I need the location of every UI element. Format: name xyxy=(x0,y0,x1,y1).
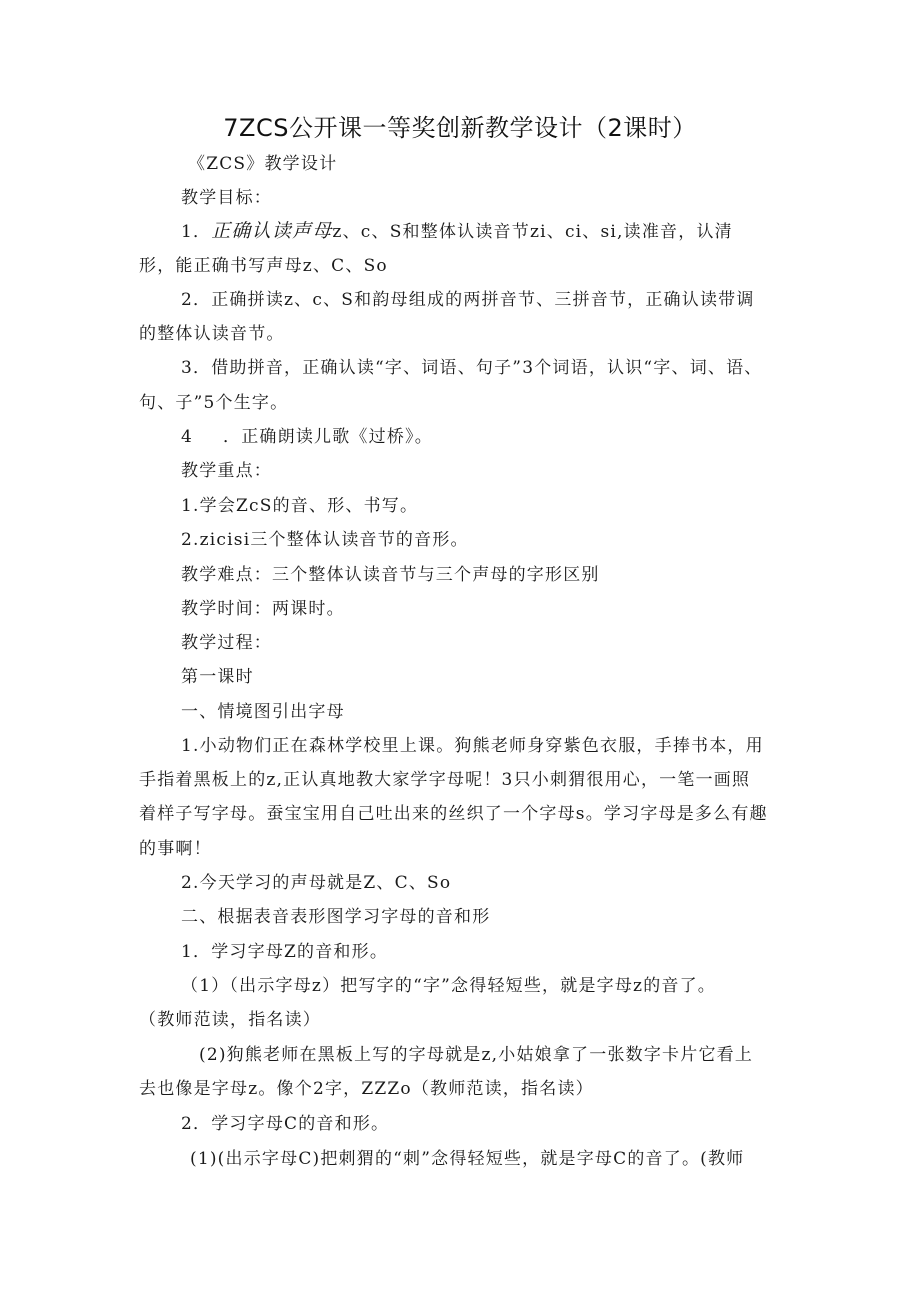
section-1-para-1-line-2: 手指着黑板上的z,正认真地教大家学字母呢！3只小刺猬很用心，一笔一画照 xyxy=(139,770,751,790)
section-2-item-1: 1．学习字母Z的音和形。 xyxy=(181,942,389,962)
key-point-1: 1.学会ZcS的音、形、书写。 xyxy=(181,496,419,516)
section-1-para-1-line-4: 的事啊！ xyxy=(139,839,212,859)
lesson-one-heading: 第一课时 xyxy=(181,667,254,687)
goal-1-line-2: 形，能正确书写声母z、C、So xyxy=(139,256,388,276)
sub-title: 《ZCS》教学设计 xyxy=(188,154,338,174)
goal-1-emphasis: 正确认读声母 xyxy=(211,220,333,242)
section-1-para-1-line-1: 1.小动物们正在森林学校里上课。狗熊老师身穿紫色衣服，手捧书本，用 xyxy=(181,736,764,756)
section-2-item-2-a-line-1: (1)(出示字母C)把刺猬的“刺”念得轻短些，就是字母C的音了。(教师 xyxy=(190,1149,745,1169)
goal-2-line-1: 2．正确拼读z、c、S和韵母组成的两拼音节、三拼音节，正确认读带调 xyxy=(181,290,755,310)
process-heading: 教学过程： xyxy=(181,633,272,653)
section-2-item-1-a-line-2: （教师范读，指名读） xyxy=(139,1010,321,1030)
goal-1-line-1 xyxy=(181,219,733,244)
section-2-item-2: 2．学习字母C的音和形。 xyxy=(181,1114,390,1134)
section-2-heading: 二、根据表音表形图学习字母的音和形 xyxy=(181,907,491,927)
goal-3-line-2: 句、子”5个生字。 xyxy=(139,393,289,413)
goal-1-number: 1． xyxy=(181,222,212,242)
goal-1-rest: z、c、S和整体认读音节zi、ci、si,读准音，认清 xyxy=(332,222,733,242)
section-2-item-1-b-line-1: (2)狗熊老师在黑板上写的字母就是z,小姑娘拿了一张数字卡片它看上 xyxy=(199,1045,754,1065)
key-points-heading: 教学重点： xyxy=(181,461,272,481)
teaching-time: 教学时间：两课时。 xyxy=(181,599,345,619)
goals-heading: 教学目标： xyxy=(181,188,272,208)
section-1-para-2: 2.今天学习的声母就是Z、C、So xyxy=(181,873,452,893)
section-1-para-1-line-3: 着样子写字母。蚕宝宝用自己吐出来的丝织了一个字母s。学习字母是多么有趣 xyxy=(139,804,768,824)
goal-4 xyxy=(181,425,433,449)
goal-2-line-2: 的整体认读音节。 xyxy=(139,324,285,344)
section-2-item-1-b-line-2: 去也像是字母z。像个2字，ZZZo（教师范读，指名读） xyxy=(139,1079,594,1099)
goal-4-text: ．正确朗读儿歌《过桥》。 xyxy=(223,427,433,447)
goal-4-number: 4 xyxy=(181,427,194,447)
goal-3-line-1: 3．借助拼音，正确认读“字、词语、句子”3个词语，认识“字、词、语、 xyxy=(181,358,763,378)
section-2-item-1-a-line-1: （1）（出示字母z）把写字的“字”念得轻短些，就是字母z的音了。 xyxy=(181,976,717,996)
difficulty: 教学难点：三个整体认读音节与三个声母的字形区别 xyxy=(181,565,600,585)
section-1-heading: 一、情境图引出字母 xyxy=(181,702,345,722)
key-point-2: 2.zicisi三个整体认读音节的音形。 xyxy=(181,530,469,550)
document-title: 7ZCS公开课一等奖创新教学设计（2课时） xyxy=(223,114,697,142)
